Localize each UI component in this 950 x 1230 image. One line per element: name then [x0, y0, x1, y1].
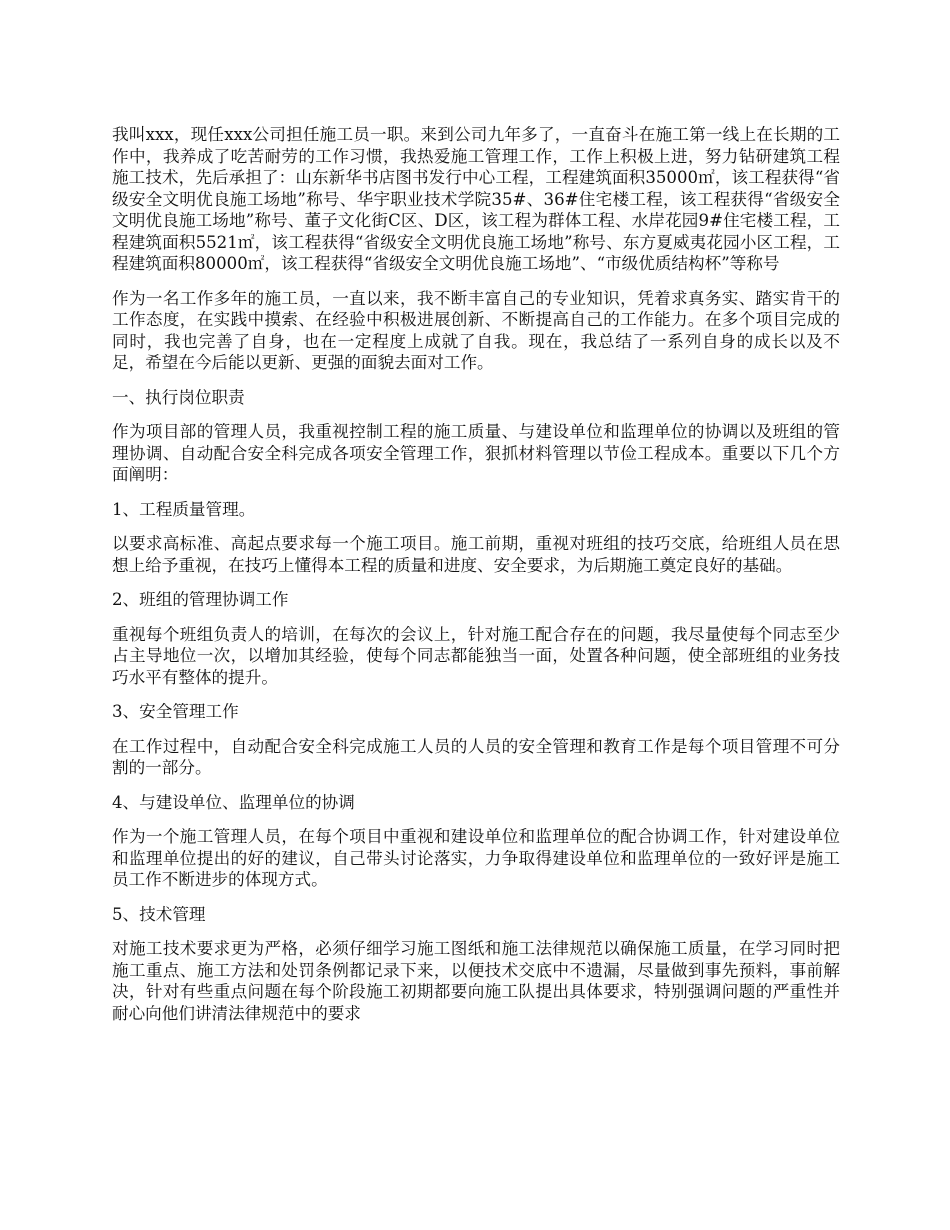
item-body-technical: 对施工技术要求更为严格，必须仔细学习施工图纸和施工法律规范以确保施工质量，在学习同时把施工重点、施工方法和处罚条例都记录下来，以便技术交底中不遗漏，尽量做到事先预料，事前解决，针对有些重点问题在每个阶段施工初期都要向施工队提出具体要求，特别强调问题的严重性并耐心向他们讲清法律规范中的要求 — [112, 939, 840, 1023]
section-intro-paragraph: 作为项目部的管理人员，我重视控制工程的施工质量、与建设单位和监理单位的协调以及班组的管理协调、自动配合安全科完成各项安全管理工作，狠抓材料管理以节俭工程成本。重要以下几个方面阐明： — [112, 422, 840, 484]
intro-paragraph-2: 作为一名工作多年的施工员，一直以来，我不断丰富自己的专业知识，凭着求真务实、踏实肯干的工作态度，在实践中摸索、在经验中积极进展创新、不断提高自己的工作能力。在多个项目完成的同时，我也完善了自身，也在一定程度上成就了自我。现在，我总结了一系列自身的成长以及不足，希望在今后能以更新、更强的面貌去面对工作。 — [112, 288, 840, 372]
item-heading-coordination: 4、与建设单位、监理单位的协调 — [112, 792, 355, 812]
item-body-safety: 在工作过程中，自动配合安全科完成施工人员的人员的安全管理和教育工作是每个项目管理不可分割的一部分。 — [112, 736, 840, 777]
item-heading-safety: 3、安全管理工作 — [112, 702, 239, 721]
item-heading-team: 2、班组的管理协调工作 — [112, 590, 289, 609]
item-body-quality: 以要求高标准、高起点要求每一个施工项目。施工前期，重视对班组的技巧交底，给班组人员在思想上给予重视，在技巧上懂得本工程的质量和进度、安全要求，为后期施工奠定良好的基础。 — [112, 534, 840, 575]
item-heading-technical: 5、技术管理 — [112, 904, 206, 924]
item-body-team: 重视每个班组负责人的培训，在每次的会议上，针对施工配合存在的问题，我尽量使每个同志至少占主导地位一次，以增加其经验，使每个同志都能独当一面，处置各种问题，使全部班组的业务技巧水平有整体的提升。 — [112, 624, 840, 687]
item-body-coordination: 作为一个施工管理人员，在每个项目中重视和建设单位和监理单位的配合协调工作，针对建设单位和监理单位提出的好的建议，自己带头讨论落实，力争取得建设单位和监理单位的一致好评是施工员工作不断进步的体现方式。 — [112, 827, 840, 889]
intro-paragraph-1: 我叫xxx，现任xxx公司担任施工员一职。来到公司九年多了，一直奋斗在施工第一线上在长期的工作中，我养成了吃苦耐劳的工作习惯，我热爱施工管理工作，工作上积极上进，努力钻研建筑工程施工技术，先后承担了：山东新华书店图书发行中心工程，工程建筑面积35000㎡，该工程获得“省级安全文明优良施工场地”称号、华宇职业技术学院35#、36#住宅楼工程，该工程获得“省级安全文明优良施工场地”称号、董子文化街C区、D区，该工程为群体工程、水岸花园9#住宅楼工程，工程建筑面积5521㎡，该工程获得“省级安全文明优良施工场地”称号、东方夏威夷花园小区工程，工程建筑面积80000㎡，该工程获得“省级安全文明优良施工场地”、“市级优质结构杯”等称号 — [112, 125, 840, 273]
item-heading-quality: 1、工程质量管理。 — [112, 499, 256, 519]
document-page — [112, 124, 840, 1037]
section-heading: 一、执行岗位职责 — [112, 387, 245, 407]
